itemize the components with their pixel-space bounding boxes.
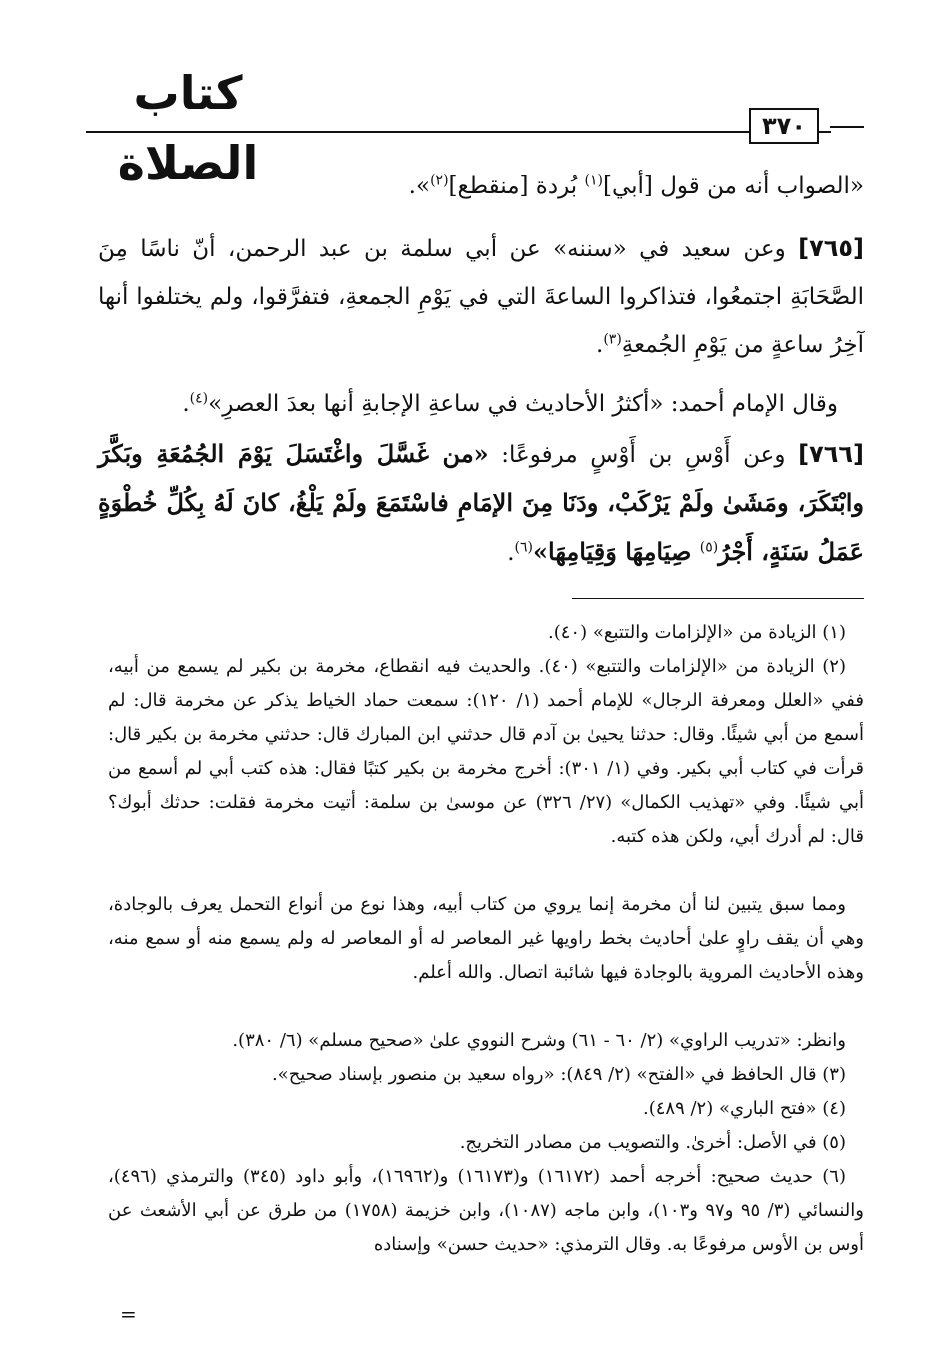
footnote-2-see-also: [108, 1024, 864, 1058]
quote-text: وقال الإمام أحمد: «أكثرُ الأحاديث في ساعةِ الإجابةِ أنها بعدَ العصرِ»: [208, 391, 838, 417]
footnote-1: [108, 616, 864, 650]
hadith-766: [98, 430, 864, 577]
footnote-5: [108, 1126, 864, 1160]
hadith-intro: وعن أَوْسِ بن أَوْسٍ مرفوعًا:: [488, 442, 799, 468]
footnote-separator: [572, 598, 864, 599]
hadith-765: [98, 224, 864, 369]
footnote-ref: (٥): [699, 539, 719, 556]
text-segment: ».: [408, 173, 431, 199]
footnote-3: [108, 1058, 864, 1092]
footnote-2: [108, 650, 864, 854]
footnote-ref: (٢): [430, 172, 449, 189]
footnote-text: وانظر: «تدريب الراوي» (٢/ ٦٠ - ٦١) وشرح النووي علىٰ «صحيح مسلم» (٦/ ٣٨٠).: [232, 1030, 846, 1051]
footnote-text: (٦) حديث صحيح: أخرجه أحمد (١٦١٧٢) و(١٦١٧٣) و(١٦٩٦٢)، وأبو داود (٣٤٥) والترمذي (٤٩٦)، والنسائي (٣/ ٩٥ و٩٧ و١٠٣)، وابن ماجه (١٠٨٧)، وابن خزيمة (١٧٥٨) من طرق عن أبي الأشعث عن أوس بن الأوس مرفوعًا به. وقال الترمذي: «حديث حسن» وإسناده: [108, 1166, 864, 1255]
header-rule: [86, 131, 831, 133]
footnote-ref: (٤): [189, 390, 209, 407]
page-number: ٣٧٠: [749, 108, 819, 144]
hadith-number: [٧٦٥]: [798, 234, 864, 262]
footnote-text: (٢) الزيادة من «الإلزامات والتتبع» (٤٠). والحديث فيه انقطاع، مخرمة بن بكير لم يسمع من أبيه، ففي «العلل ومعرفة الرجال» للإمام أحمد (١/ ١٢٠): سمعت حماد الخياط يذكر عن مخرمة قال: لم أسمع من أبي شيئًا. وقال: حدثنا يحيىٰ بن آدم قال حدثني ابن المبارك قال: حدثني مخرمة بن بكير قال: قرأت في كتاب أبي بكير. وفي (١/ ٣٠١): أخرج مخرمة بن بكير كتبًا فقال: هذه كتب أبي لم أسمع من أبي شيئًا. وفي «تهذيب الكمال» (٢٧/ ٣٢٦) عن موسىٰ بن سلمة: أتيت مخرمة فقلت: حدثك أبوك؟ قال: لم أدرك أبي، ولكن هذه كتبه.: [108, 656, 864, 847]
hadith-number: [٧٦٦]: [798, 440, 864, 468]
paragraph-continuation: [98, 162, 864, 210]
continuation-mark: =: [120, 1302, 137, 1326]
hadith-matn: صِيَامِهَا وَقِيَامِهَا»: [533, 537, 700, 566]
footnote-text: (٣) قال الحافظ في «الفتح» (٢/ ٨٤٩): «رواه سعيد بن منصور بإسناد صحيح».: [271, 1064, 846, 1085]
text-segment: بُردة [منقطع]: [448, 173, 585, 199]
text-segment: .: [507, 540, 515, 566]
book-title: كتاب الصلاة: [117, 66, 259, 190]
hadith-matn: «من غَسَّلَ واغْتَسَلَ يَوْمَ الجُمُعَةِ وبَكَّرَ وابْتَكَرَ، ومَشَىٰ ولَمْ يَرْكَبْ، ودَنَا مِنَ الإمَامِ فاسْتَمَعَ ولَمْ يَلْغُ، كانَ لَهُ بِكُلِّ خُطْوَةٍ عَمَلُ سَنَةٍ، أَجْرُ: [98, 439, 864, 566]
footnote-text: (٥) في الأصل: أخرىٰ. والتصويب من مصادر التخريج.: [459, 1132, 846, 1153]
footnote-4: [108, 1092, 864, 1126]
footnote-text: (٤) «فتح الباري» (٢/ ٤٨٩).: [642, 1098, 846, 1119]
footnote-6: [108, 1160, 864, 1262]
footnote-ref: (٦): [514, 539, 533, 556]
text-segment: «الصواب أنه من قول [أبي]: [602, 173, 864, 199]
text-segment: .: [596, 332, 604, 358]
hadith-text: وعن سعيد في «سننه» عن أبي سلمة بن عبد الرحمن، أنّ ناسًا مِنَ الصَّحَابَةِ اجتمعُوا، فتذاكروا الساعةَ التي في يَوْمِ الجمعةِ، فتفرَّقوا، ولم يختلفوا أنها آخِرُ ساعةٍ من يَوْمِ الجُمعةِ: [98, 236, 864, 358]
header-rule-right: [830, 126, 864, 128]
footnote-ref: (١): [584, 172, 603, 189]
text-segment: .: [182, 391, 190, 417]
footnote-text: (١) الزيادة من «الإلزامات والتتبع» (٤٠).: [548, 622, 846, 643]
footnote-2-continued: [108, 888, 864, 990]
ahmad-quote: [98, 380, 864, 428]
footnote-ref: (٣): [603, 331, 622, 348]
footnote-text: ومما سبق يتبين لنا أن مخرمة إنما يروي من كتاب أبيه، وهذا نوع من أنواع التحمل يعرف بالوجادة، وهي أن يقف راوٍ علىٰ أحاديث بخط راويها غير المعاصر له أو المعاصر له ولم يسمع منه أو سمع منه، وهذه الأحاديث المروية بالوجادة فيها شائبة اتصال. والله أعلم.: [108, 894, 864, 983]
